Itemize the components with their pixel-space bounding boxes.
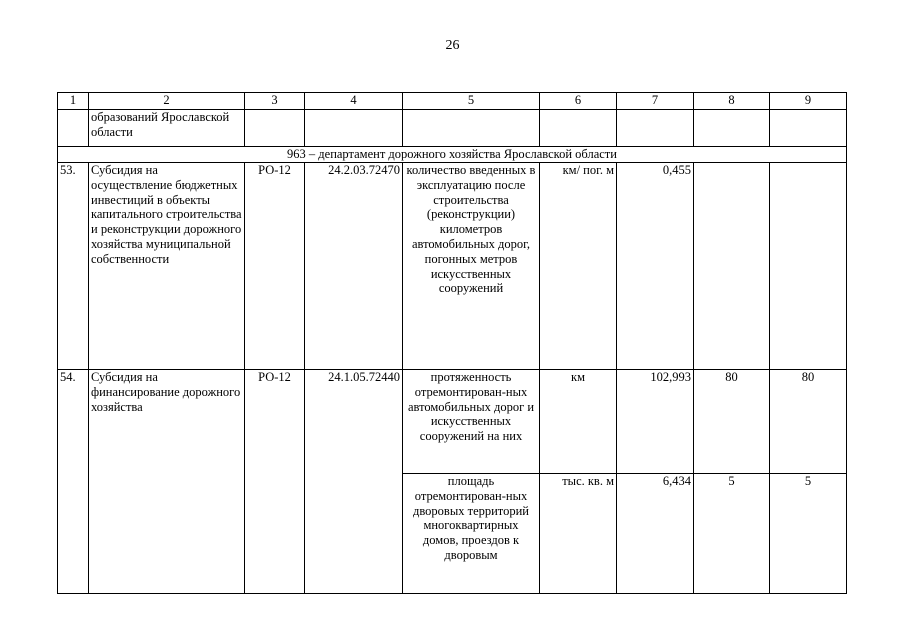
page-number: 26 bbox=[445, 38, 460, 53]
row-54-indicator-1: протяженность отремонтирован-ных автомобильных дорог и искусственных сооружений на них bbox=[403, 370, 540, 474]
row-54-indicator-2: площадь отремонтирован-ных дворовых территорий многоквартирных домов, проездов к дворовым bbox=[403, 474, 540, 594]
header-cell-3: 3 bbox=[245, 93, 305, 110]
table-row-53 bbox=[58, 163, 847, 370]
row-54-value-8-2: 5 bbox=[694, 474, 770, 594]
continuation-cell-4 bbox=[305, 110, 403, 147]
row-54-number: 54. bbox=[58, 370, 89, 594]
continuation-row bbox=[58, 110, 847, 147]
continuation-cell-7 bbox=[617, 110, 694, 147]
continuation-cell-3 bbox=[245, 110, 305, 147]
header-cell-8: 8 bbox=[694, 93, 770, 110]
row-53-indicator: количество введенных в эксплуатацию после строительства (реконструкции) километров автомобильных дорог, погонных метров искусственных сооружений bbox=[403, 163, 540, 370]
row-54-unit-1: км bbox=[540, 370, 617, 474]
header-cell-2: 2 bbox=[89, 93, 245, 110]
continuation-cell-8 bbox=[694, 110, 770, 147]
header-cell-4: 4 bbox=[305, 93, 403, 110]
continuation-name-cell: образований Ярославской области bbox=[89, 110, 245, 147]
row-53-name: Субсидия на осуществление бюджетных инвестиций в объекты капитального строительства и реконструкции дорожного хозяйства муниципальной собственности bbox=[89, 163, 245, 370]
row-54-value-8-1: 80 bbox=[694, 370, 770, 474]
row-53-number: 53. bbox=[58, 163, 89, 370]
row-53-value-9 bbox=[770, 163, 847, 370]
header-cell-5: 5 bbox=[403, 93, 540, 110]
row-53-value-7: 0,455 bbox=[617, 163, 694, 370]
row-54-value-7-2: 6,434 bbox=[617, 474, 694, 594]
row-54-value-9-1: 80 bbox=[770, 370, 847, 474]
row-53-kbk: 24.2.03.72470 bbox=[305, 163, 403, 370]
continuation-cell-6 bbox=[540, 110, 617, 147]
header-cell-1: 1 bbox=[58, 93, 89, 110]
row-54-name: Субсидия на финансирование дорожного хозяйства bbox=[89, 370, 245, 594]
section-row bbox=[58, 147, 847, 163]
section-title: 963 – департамент дорожного хозяйства Ярославской области bbox=[58, 147, 847, 163]
indicators-table bbox=[57, 92, 847, 594]
row-54-kbk: 24.1.05.72440 bbox=[305, 370, 403, 594]
header-cell-7: 7 bbox=[617, 93, 694, 110]
row-54-value-9-2: 5 bbox=[770, 474, 847, 594]
row-54-value-7-1: 102,993 bbox=[617, 370, 694, 474]
row-53-unit: км/ пог. м bbox=[540, 163, 617, 370]
table-row-54 bbox=[58, 370, 847, 474]
row-54-code: РО-12 bbox=[245, 370, 305, 594]
row-54-unit-2: тыс. кв. м bbox=[540, 474, 617, 594]
continuation-cell-9 bbox=[770, 110, 847, 147]
row-53-code: РО-12 bbox=[245, 163, 305, 370]
header-cell-6: 6 bbox=[540, 93, 617, 110]
table-header-row bbox=[58, 93, 847, 110]
header-cell-9: 9 bbox=[770, 93, 847, 110]
continuation-cell-5 bbox=[403, 110, 540, 147]
row-53-value-8 bbox=[694, 163, 770, 370]
continuation-num-cell bbox=[58, 110, 89, 147]
